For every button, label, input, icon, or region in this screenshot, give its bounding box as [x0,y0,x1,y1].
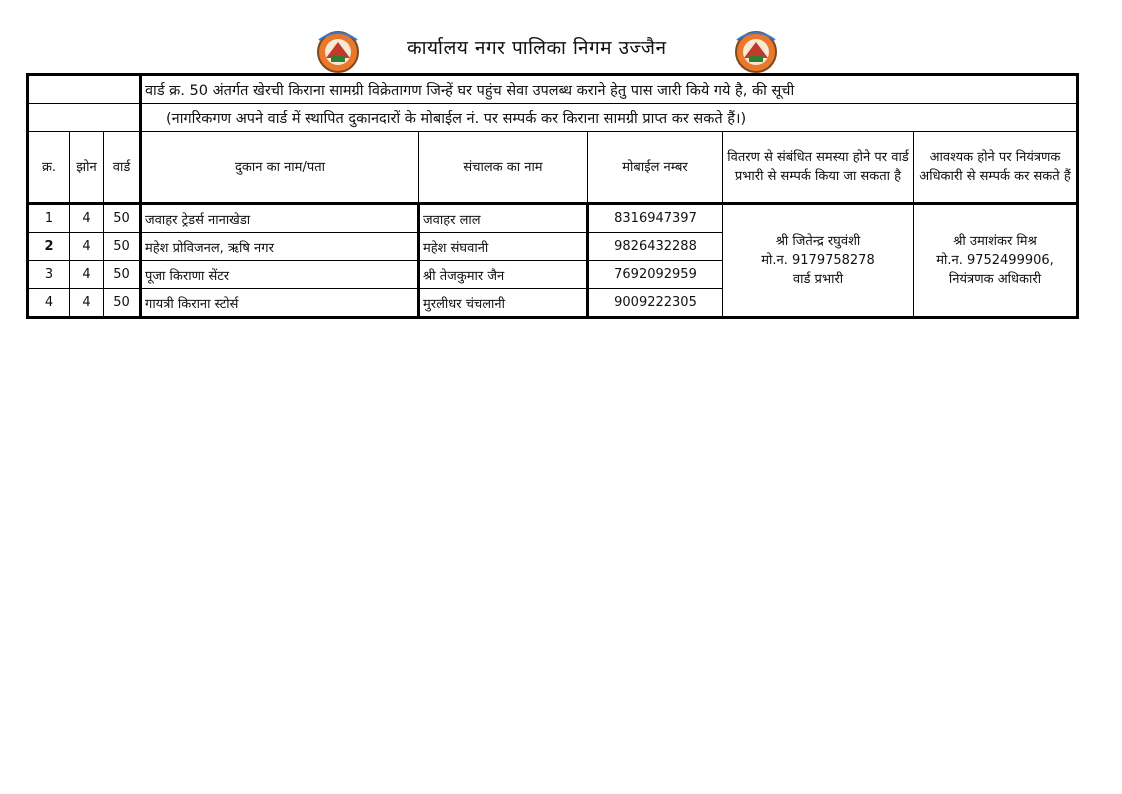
banner-spacer [28,104,141,132]
cell-sno: 2 [28,233,70,261]
controller-contact [914,204,1078,318]
banner-spacer [28,75,141,104]
col-header-ward: वार्ड [104,132,141,204]
ward-incharge-name: श्री जितेन्द्र रघुवंशी [775,234,861,249]
cell-mobile: 7692092959 [588,261,723,289]
cell-ward: 50 [104,233,141,261]
controller-name: श्री उमाशंकर मिश्र [953,234,1037,249]
col-header-mobile: मोबाईल नम्बर [588,132,723,204]
municipal-emblem-icon [313,28,363,74]
cell-zone: 4 [70,261,104,289]
cell-operator: श्री तेजकुमार जैन [419,261,588,289]
cell-mobile: 9826432288 [588,233,723,261]
controller-role: नियंत्रणक अधिकारी [948,272,1042,287]
col-header-controller: आवश्यक होने पर नियंत्रणक अधिकारी से सम्पर्क कर सकते हैं [914,132,1078,204]
cell-ward: 50 [104,261,141,289]
controller-mobile: मो.न. 9752499906, [936,253,1054,268]
col-header-sno: क्र. [28,132,70,204]
list-heading: वार्ड क्र. 50 अंतर्गत खेरची किराना सामग्री विक्रेतागण जिन्हें घर पहुंच सेवा उपलब्ध कराने हेतु पास जारी किये गये है, की सूची [141,75,1078,104]
col-header-operator: संचालक का नाम [419,132,588,204]
ward-incharge-mobile: मो.न. 9179758278 [761,253,875,268]
shop-list-table [26,73,1079,319]
banner-row-2 [28,104,1078,132]
col-header-shop: दुकान का नाम/पता [141,132,419,204]
list-note: (नागरिकगण अपने वार्ड में स्थापित दुकानदारों के मोबाईल नं. पर सम्पर्क कर किराना सामग्री प्राप्त कर सकते हैं।) [141,104,1078,132]
banner-row-1 [28,75,1078,104]
municipal-emblem-icon [731,28,781,74]
ward-incharge-role: वार्ड प्रभारी [792,272,844,287]
table-row [28,204,1078,233]
ward-incharge-contact [723,204,914,318]
cell-zone: 4 [70,289,104,318]
table-header-row [28,132,1078,204]
cell-zone: 4 [70,233,104,261]
cell-shop: महेश प्रोविजनल, ऋषि नगर [141,233,419,261]
cell-operator: मुरलीधर चंचलानी [419,289,588,318]
col-header-ward-incharge: वितरण से संबंधित समस्या होने पर वार्ड प्रभारी से सम्पर्क किया जा सकता है [723,132,914,204]
cell-sno: 1 [28,204,70,233]
page-title: कार्यालय नगर पालिका निगम उज्जैन [407,37,667,59]
cell-shop: पूजा किराणा सेंटर [141,261,419,289]
cell-shop: जवाहर ट्रेडर्स नानाखेडा [141,204,419,233]
cell-sno: 3 [28,261,70,289]
cell-mobile: 8316947397 [588,204,723,233]
cell-ward: 50 [104,204,141,233]
cell-operator: महेश संघवानी [419,233,588,261]
page-header [0,28,1122,68]
cell-zone: 4 [70,204,104,233]
cell-sno: 4 [28,289,70,318]
cell-mobile: 9009222305 [588,289,723,318]
cell-ward: 50 [104,289,141,318]
col-header-zone: झोन [70,132,104,204]
cell-shop: गायत्री किराना स्टोर्स [141,289,419,318]
cell-operator: जवाहर लाल [419,204,588,233]
